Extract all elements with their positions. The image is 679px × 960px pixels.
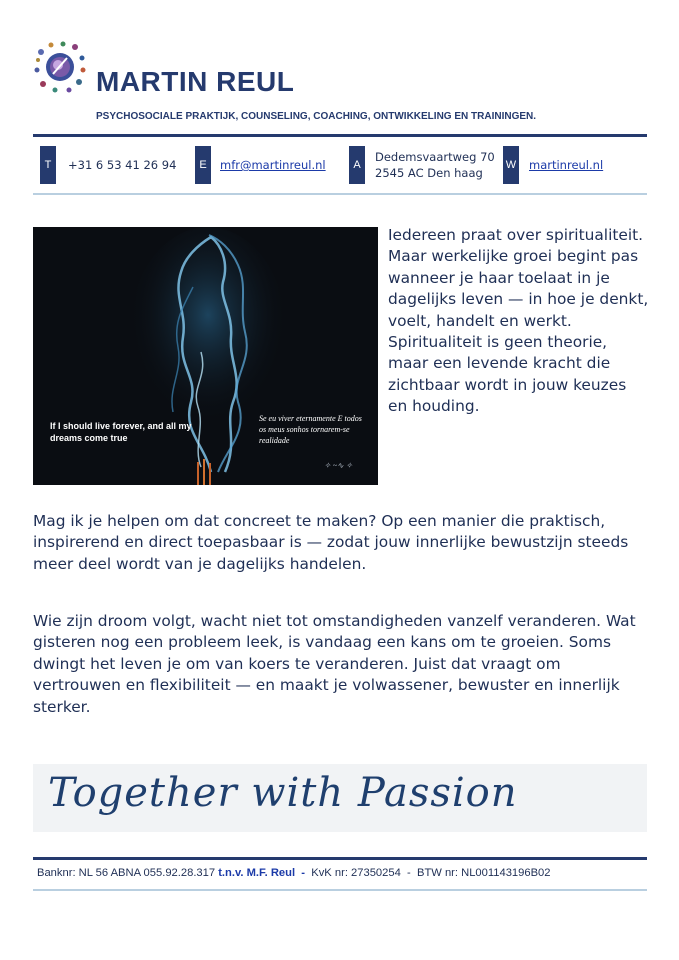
brand-tagline: PSYCHOSOCIALE PRAKTIJK, COUNSELING, COACHING, ONTWIKKELING EN TRAININGEN.: [96, 111, 537, 122]
website-link[interactable]: martinreul.nl: [529, 158, 604, 172]
intro-paragraph: Iedereen praat over spiritualiteit. Maar werkelijke groei begint pas wanneer je haar toelaat in je dagelijks leven — in hoe je denkt, voelt, handelt en werkt. Spiritualiteit is geen theorie, maar een levende kracht die zichtbaar wordt in jouw keuzes en houding.: [388, 226, 649, 416]
image-caption-english: If I should live forever, and all my dreams come true: [50, 421, 192, 443]
contact-phone: [40, 146, 176, 184]
contact-web: [503, 146, 603, 184]
btw-number: BTW nr: NL001143196B02: [417, 867, 551, 879]
slogan-banner: [33, 764, 647, 832]
paragraph-dream: Wie zijn droom volgt, wacht niet tot omstandigheden vanzelf veranderen. Wat gisteren nog een probleem leek, is vandaag een kans om te groeien. Soms dwingt het leven je om van koers te veranderen. Juist dat vraagt om vertrouwen en flexibiliteit — en maakt je volwassener, bewuster en innerlijk sterker.: [33, 612, 636, 716]
bank-number: Banknr: NL 56 ABNA 055.92.28.317: [37, 867, 216, 879]
address-city: 2545 AC Den haag: [375, 166, 483, 180]
footer-separator-2: -: [407, 867, 411, 879]
kvk-number: KvK nr: 27350254: [311, 867, 401, 879]
web-badge: W: [503, 146, 519, 184]
brand-name: MARTIN REUL: [96, 66, 295, 97]
header-rule-bottom: [33, 193, 647, 195]
address-street: Dedemsvaartweg 70: [375, 150, 495, 164]
smoke-silhouette: [33, 227, 378, 485]
image-caption-portuguese: Se eu viver eternamente E todos os meus sonhos tornarem-se realidade: [259, 414, 362, 445]
address-block: [375, 149, 495, 181]
brand-logo: [33, 40, 87, 94]
account-holder: t.n.v. M.F. Reul: [218, 867, 296, 879]
phone-number: +31 6 53 41 26 94: [68, 158, 177, 172]
email-link[interactable]: mfr@martinreul.nl: [220, 158, 326, 172]
footer-rule-bottom: [33, 889, 647, 891]
smoke-couple-image: [33, 227, 378, 485]
contact-email: [195, 146, 326, 184]
phone-badge: T: [40, 146, 56, 184]
footer-rule-top: [33, 857, 647, 860]
paragraph-help: Mag ik je helpen om dat concreet te maken? Op een manier die praktisch, inspirerend en direct toepasbaar is — zodat jouw innerlijke bewustzijn steeds meer deel wordt van je dagelijks handelen.: [33, 512, 629, 573]
email-badge: E: [195, 146, 211, 184]
contact-address: [349, 146, 495, 184]
address-badge: A: [349, 146, 365, 184]
header-rule-top: [33, 134, 647, 137]
slogan-text: Together with Passion: [48, 770, 518, 816]
artist-signature: ✧ ~∿ ✧: [324, 461, 353, 470]
footer-info: [37, 867, 551, 879]
footer-separator: -: [301, 867, 306, 879]
